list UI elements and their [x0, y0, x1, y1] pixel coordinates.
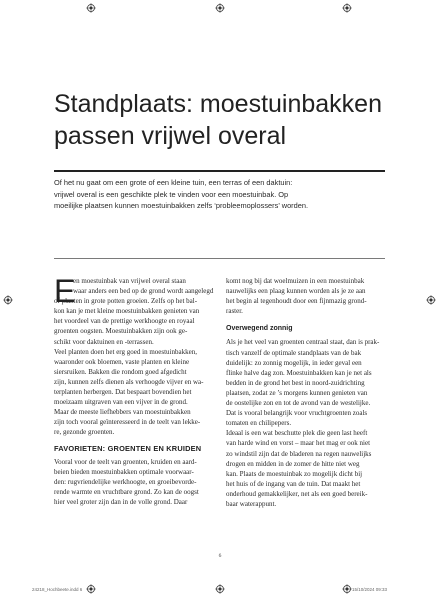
- body-line: Vooral voor de teelt van groenten, kruiden en aard-: [54, 457, 197, 466]
- left-body-1: [54, 296, 214, 437]
- title-rule: [54, 170, 385, 172]
- body-line: waaronder ook bloemen, vaste planten en kleine: [54, 357, 190, 366]
- page-number: 6: [218, 553, 222, 559]
- body-line: of planten in grote potten groeien. Zelfs op het bal-: [54, 297, 198, 306]
- intro-paragraph: [54, 177, 389, 212]
- registration-mark-top-right: [342, 3, 352, 13]
- body-line: schikt voor daktuinen en -terrassen.: [54, 337, 154, 346]
- body-line: baar waterappunt.: [226, 499, 277, 508]
- body-line: waar anders een bed op de grond wordt aangelegd: [73, 287, 214, 296]
- body-line: van harde wind en vorst – maar het mag er ook niet: [226, 439, 371, 448]
- dropcap: E: [54, 273, 76, 309]
- body-line: raster.: [226, 307, 243, 316]
- right-body-2: [226, 337, 386, 509]
- body-line: zijn toch vooral geïnteresseerd in de teelt van lekke-: [54, 418, 201, 427]
- intro-rule: [54, 258, 385, 259]
- page-title: [54, 88, 394, 152]
- registration-mark-bottom-center: [215, 584, 225, 594]
- body-line: moeizaam uitgraven van een vijver in de grond.: [54, 398, 188, 407]
- registration-mark-right: [426, 295, 436, 305]
- body-line: nauwelijks een plaag kunnen worden als je ze aan: [226, 287, 366, 296]
- left-column: [54, 273, 214, 507]
- body-line: kon kan je met kleine moestuinbakken genieten van: [54, 307, 200, 316]
- body-line: rende warmte en vruchtbare grond. Zo kan de oogst: [54, 487, 199, 496]
- body-line: de oostelijke zon en tot de avond van de westelijke.: [226, 399, 371, 408]
- body-line: re, gezonde groenten.: [54, 428, 115, 437]
- body-line: flinke halve dag zon. Moestuinbakken kan je net als: [226, 368, 372, 377]
- body-line: tomaten en chilipepers.: [226, 419, 292, 428]
- body-line: Dat is vooral belangrijk voor vruchtgroenten zoals: [226, 409, 368, 418]
- body-line: zijn, kunnen zelfs dienen als verhoogde vijver en wa-: [54, 377, 204, 386]
- body-line: tisch vanzelf de optimale standplaats van de bak: [226, 348, 362, 357]
- body-line: drogen en midden in de zomer de hitte niet weg: [226, 459, 360, 468]
- registration-mark-bottom-left: [86, 584, 96, 594]
- body-line: komt nog bij dat woelmuizen in een moestuinbak: [226, 277, 365, 285]
- body-line: Maar de meeste liefhebbers van moestuinbakken: [54, 408, 191, 417]
- body-line: en moestuinbak van vrijwel overal staan: [73, 277, 186, 285]
- body-line: Als je het veel van groenten centraal staat, dan is prak-: [226, 338, 380, 347]
- title-line: Standplaats: moestuinbakken: [54, 90, 382, 118]
- print-slug-file: 24218_Hochbeete.indd 6: [32, 587, 83, 592]
- body-line: duidelijk: zo zonnig mogelijk, in ieder geval een: [226, 358, 362, 367]
- registration-mark-left: [3, 295, 13, 305]
- body-line: hier veel groter zijn dan in de volle grond. Daar: [54, 497, 188, 506]
- body-line: onderhoud gemakkelijker, net als een goed bereik-: [226, 489, 368, 498]
- body-line: het huis of de ingang van de tuin. Dat maakt het: [226, 479, 361, 488]
- body-line: groenten oogsten. Moestuinbakken zijn ook ge-: [54, 327, 188, 336]
- registration-mark-bottom-right: [342, 584, 352, 594]
- registration-mark-top-center: [215, 3, 225, 13]
- body-line: het voordeel van de prettige werkhoogte en royaal: [54, 317, 195, 326]
- body-line: Ideaal is een wat beschutte plek die geen last heeft: [226, 429, 368, 438]
- registration-mark-top-left: [86, 3, 96, 13]
- body-line: terplanten herbergen. Dat bespaart bovendien het: [54, 388, 192, 397]
- body-line: plaatsen, zodat ze ’s morgens kunnen genieten van: [226, 388, 368, 397]
- left-body-2: [54, 457, 214, 507]
- body-line: Veel planten doen het erg goed in moestuinbakken,: [54, 347, 197, 356]
- right-column: [226, 276, 386, 509]
- section-subheading: Overwegend zonnig: [226, 325, 293, 333]
- body-line: siersruiken. Bakken die rondom goed afgedicht: [54, 367, 187, 376]
- intro-line: vrijwel overal is een geschikte plek te vinden voor een moestuinbak. Op: [54, 189, 289, 199]
- body-line: beien bieden moestuinbakken optimale voorwaar-: [54, 467, 194, 476]
- right-body-1: [226, 276, 386, 316]
- print-slug-date: 15/10/2024 09:33: [352, 587, 388, 592]
- body-line: het begin al tegenhoudt door een fijnmazig grond-: [226, 297, 367, 306]
- intro-line: Of het nu gaat om een grote of een kleine tuin, een terras of een daktuin:: [54, 178, 293, 187]
- body-line: bedden in de grond het best in noord-zuidrichting: [226, 378, 365, 387]
- intro-line: moeilijke plaatsen kunnen moestuinbakken zelfs ‘probleemoplossers’ worden.: [54, 201, 309, 210]
- body-line: kan. Plaats de moestuinbak zo mogelijk dicht bij: [226, 469, 363, 478]
- section-heading: FAVORIETEN: GROENTEN EN KRUIDEN: [54, 443, 202, 453]
- body-line: den: rugvriendelijke werkhoogte, en groeibevorde-: [54, 477, 197, 486]
- body-line: zo windstil zijn dat de bladeren na regen nauwelijks: [226, 449, 372, 458]
- title-line: passen vrijwel overal: [54, 122, 287, 150]
